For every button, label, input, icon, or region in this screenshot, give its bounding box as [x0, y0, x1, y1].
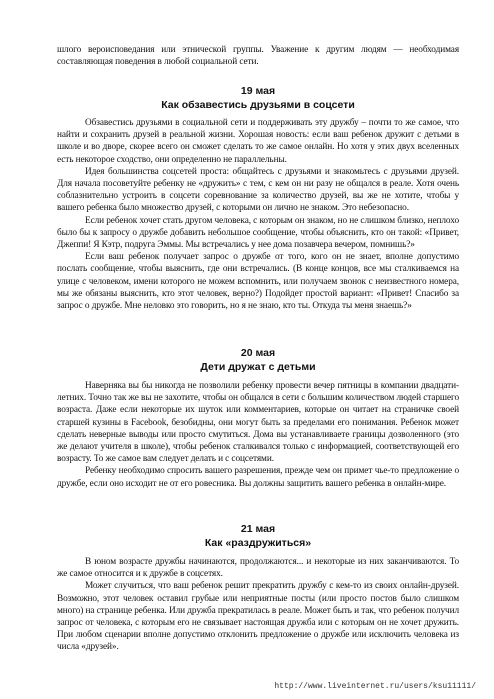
paragraph: В юном возрасте дружбы начинаются, продолжаются... и некоторые из них заканчиваются. То же самое относится и к дружбе в соцсетях. [57, 557, 459, 580]
section-date: 21 мая [240, 523, 276, 535]
section-date: 19 мая [240, 85, 276, 97]
paragraph: Может случиться, что ваш ребенок решит прекратить дружбу с кем-то из своих онлайн-друзей. Возможно, этот человек оставил грубые или неприятные посты (или просто постов было слишком много) на странице ребенка. Или дружба прекратилась в реале. Может быть и так, что ребенок получил запрос от человека, с которым его не связывает настоящая дружба или с которым он не хочет дружить. При любом сценарии вполне допустимо отклонить предложение о дружбе или исключить человека из числа «друзей». [57, 581, 459, 653]
section-title: Как обзавестись друзьями в соцсети [161, 99, 355, 111]
paragraph: Идея большинства соцсетей проста: общайтесь с друзьями и знакомьтесь с друзьями друзей. Для начала посоветуйте ребенку не «дружить» с тем, с кем он ни разу не общался в реале. Хотя очень соблазнительно устроить в соцсети соревнование за количество друзей, вы же не хотите, чтобы у вашего ребенка было множество друзей, с которыми он лично не знаком. Это небезопасно. [57, 166, 459, 214]
section-may-21-body [57, 556, 459, 654]
section-title: Как «раздружиться» [204, 537, 312, 549]
section-may-20 [57, 346, 459, 374]
section-may-19-body [57, 117, 459, 312]
paragraph: Если ваш ребенок получает запрос о дружбе от того, кого он не знает, вполне допустимо послать сообщение, чтобы выяснить, где они встречались. (В конце концов, все мы сталкиваемся на улице с человеком, имени которого не можем вспомнить, или получаем звонок с неизвестного номера, мы же обязаны выяснить, кто этот человек, верно?) Подойдет простой вариант: «Привет! Спасибо за запрос о дружбе. Мне неловко это говорить, но я не знаю, кто ты. Откуда ты меня знаешь?» [57, 252, 459, 312]
section-may-20-body [57, 380, 459, 490]
paragraph: Обзавестись друзьями в социальной сети и поддерживать эту дружбу – почти то же самое, что найти и сохранить друзей в реальной жизни. Хорошая новость: если ваш ребенок дружит с детьми в школе и во дворе, скорее всего он сможет сделать то же самое онлайн. Но хотя у этих двух вселенных есть некоторое сходство, они определенно не параллельны. [57, 118, 459, 165]
paragraph: Если ребенок хочет стать другом человека, с которым он знаком, но не слишком близко, неплохо было бы к запросу о дружбе добавить небольшое сообщение, чтобы объяснить, кто он такой: «Привет, Джеппи! Я Кэтр, подруга Эммы. Мы встречались у нее дома позавчера вечером, помнишь?» [57, 215, 459, 251]
section-may-21 [57, 522, 459, 550]
paragraph: Ребенку необходимо спросить вашего разрешения, прежде чем он примет чье-то предложение о дружбе, если оно исходит не от его ровесника. Вы должны защитить вашего ребенка в онлайн-мире. [57, 466, 459, 489]
section-title: Дети дружат с детьми [200, 361, 316, 373]
section-date: 20 мая [240, 347, 276, 359]
section-may-19 [57, 84, 459, 112]
intro-block [57, 44, 459, 68]
watermark-url: http://www.liveinternet.ru/users/ksu11111/ [274, 682, 476, 691]
paragraph: Наверняка вы бы никогда не позволили ребенку провести вечер пятницы в компании двадцати-летних. Точно так же вы не захотите, чтобы он общался в сети с большим количеством людей старшего возраста. Даже если некоторые их шуток или комментариев, которые он читает на страничке своей старшей кузины в Facebook, безобидны, они могут быть за пределами его понимания. Ребенок может сделать неверные выводы или просто смутиться. Дома вы устанавливаете границы дозволенного (это же делают учителя в школе), чтобы ребенок сталкивался только с информацией, соответствующей его возрасту. То же самое вам следует делать и с соцсетями. [57, 381, 459, 465]
intro-paragraph: шлого вероисповедания или этнической группы. Уважение к другим людям — необходимая составляющая поведения в любой социальной сети. [57, 45, 459, 68]
